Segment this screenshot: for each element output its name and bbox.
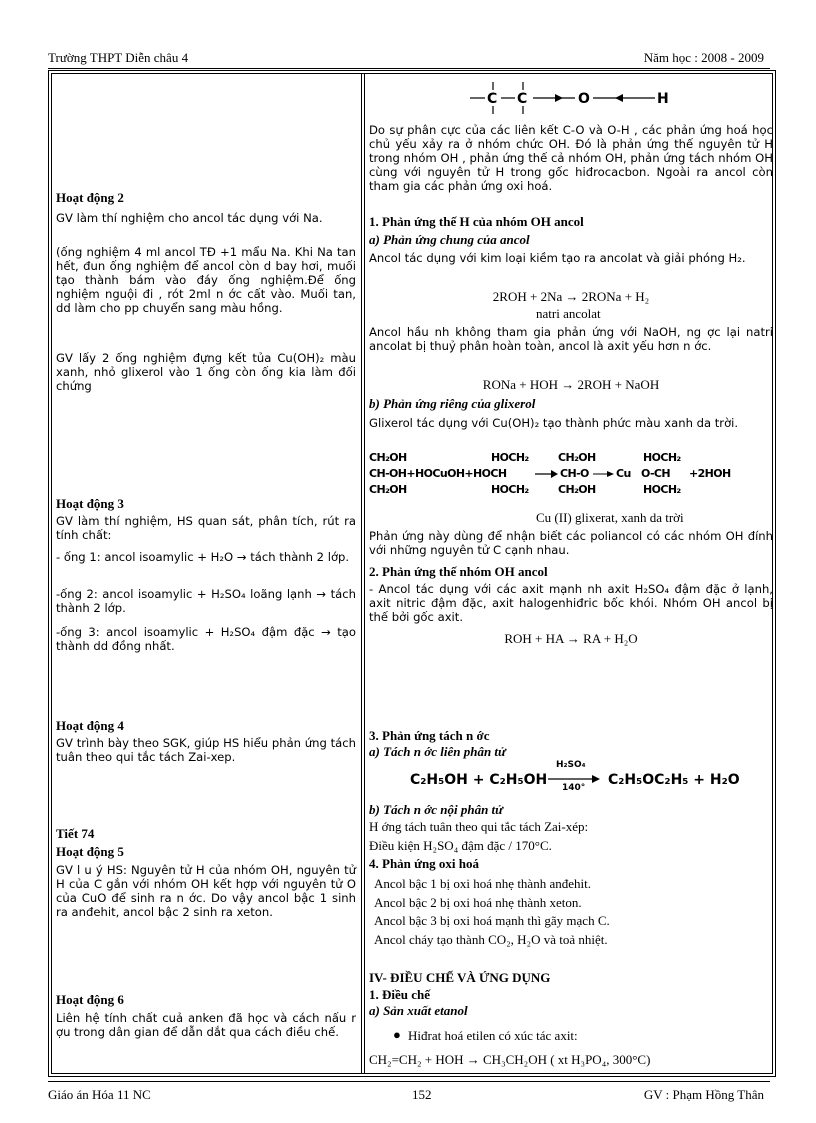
section-iv1a-bullet: Hiđrat hoá etilen có xúc tác axit: [408,1028,578,1043]
glyc-coord-arrow-icon [593,468,615,480]
glycerol-reaction [369,450,773,500]
intro-para: Do sự phân cực của các liên kết C-O và O-H , các phản ứng hoá học chủ yếu xảy ra ở nhóm chức OH. Đó là phản ứng thế nguyên tử H trong nhóm OH , phản ứng thế cả nhóm OH, phản ứng tách nhóm OH cùng với nguyên tử H trong gốc hiđrocacbon. Ngoài ra ancol còn tham gia các phản ứng oxi hoá. [369,123,773,193]
glycerol-product-label: Cu (II) glixerat, xanh da trời [536,510,684,525]
section1b-para: Glixerol tác dụng với Cu(OH)₂ tạo thành phức màu xanh da trời. [369,416,739,430]
section4-item1: Ancol bậc 1 bị oxi hoá nhẹ thành anđehit. [374,876,591,891]
bullet-icon: ● [393,1027,401,1042]
hd6-para1: Liên hệ tính chất cuả anken đã học và cách nấu r ợu trong dân gian để dẫn dắt qua cách điều chế. [56,1011,356,1039]
lesson-number: Tiết 74 [56,826,95,841]
glyc-r2-reactants: CH-OH+HOCuOH+HOCH [369,467,507,480]
glyc-r1-c: CH₂OH [558,451,596,464]
section1b-para2: Phản ứng này dùng để nhận biết các poliancol có các nhóm OH đính với những nguyên tử C cạnh nhau. [369,529,773,557]
bond-polarity-diagram [465,78,685,118]
section2-para: - Ancol tác dụng với các axit mạnh nh axit H₂SO₄ đậm đặc ở lạnh, axit nitric đậm đặc, axit halogenhiđric bốc khói. Nhóm OH ancol bị thế bởi gốc axit. [369,582,773,624]
section4-title: 4. Phản ứng oxi hoá [369,856,480,871]
eq4-reactants: C₂H₅OH + C₂H₅OH [410,772,548,788]
section3b-title: b) Tách n ớc nội phân tử [369,802,503,817]
eq4-products: C₂H₅OC₂H₅ + H₂O [608,772,740,788]
eq4-temperature: 140° [562,783,586,793]
equation-5: CH₂=CH₂ + HOH → CH₃CH₂OH ( xt H₃PO₄, 300°C) [369,1052,651,1067]
header-rule [48,68,770,69]
hd2-para3: GV lấy 2 ống nghiệm đựng kết tủa Cu(OH)₂ màu xanh, nhỏ glixerol vào 1 ống còn ống kia làm đối chứng [56,351,356,393]
footer-teacher: GV : Phạm Hồng Thân [643,1087,764,1102]
bond-c1: C [487,91,498,107]
bond-o: O [578,91,590,107]
section-iv-title: IV- ĐIỀU CHẾ VÀ ỨNG DỤNG [369,970,551,985]
hd3-item1: - ống 1: ancol isoamylic + H₂O → tách thành 2 lớp. [56,550,350,564]
equation-2: RONa + HOH → 2ROH + NaOH [482,377,660,392]
glyc-r2-cho: CH-O [560,467,589,480]
section3-title: 3. Phản ứng tách n ớc [369,728,490,743]
section-iv1-title: 1. Điều chế [369,987,431,1002]
column-divider-inner [364,73,365,1074]
section4-item3: Ancol bậc 3 bị oxi hoá mạnh thì gãy mạch C. [374,913,610,928]
school-year: Năm học : 2008 - 2009 [643,50,764,65]
glyc-r1-b: HOCH₂ [491,451,529,464]
section3b-para2: Điều kiện H₂SO₄ đậm đặc / 170°C. [369,838,552,853]
hd2-para1: GV làm thí nghiệm cho ancol tác dụng với Na. [56,211,323,225]
section2-title: 2. Phản ứng thế nhóm OH ancol [369,564,548,579]
section1-title: 1. Phản ứng thế H của nhóm OH ancol [369,214,584,229]
hd2-title: Hoạt động 2 [56,190,124,205]
hd3-item2: -ống 2: ancol isoamylic + H₂SO₄ loãng lạnh → tách thành 2 lớp. [56,587,356,615]
equation-4 [410,760,750,800]
glyc-r2-cu: Cu [616,467,631,480]
page-header [48,50,764,68]
hd5-title: Hoạt động 5 [56,844,124,859]
equation-3: ROH + HA → RA + H₂O [504,631,638,646]
section3a-title: a) Tách n ớc liên phân tử [369,744,506,759]
page-footer [48,1087,764,1105]
equation-1: 2ROH + 2Na → 2RONa + H₂ [492,289,650,304]
section1b-title: b) Phản ứng riêng của glixerol [369,396,536,411]
hd5-para1: GV l u ý HS: Nguyên tử H của nhóm OH, nguyên tử H của C gắn với nhóm OH kết hợp với nguyên tử O của CuO để sinh ra n ớc. Do vậy ancol bậc 1 sinh ra anđehit, ancol bậc 2 sinh ra xeton. [56,863,356,919]
section-iv1a-title: a) Sản xuất etanol [369,1003,468,1018]
section4-item4: Ancol cháy tạo thành CO₂, H₂O và toả nhiệt. [374,932,608,947]
arrow-to-o-icon [555,94,563,102]
glyc-r2-och: O-CH [641,467,670,480]
bond-c2: C [517,91,528,107]
bond-h: H [657,91,669,107]
glyc-reaction-arrow-icon [535,468,559,480]
hd6-title: Hoạt động 6 [56,992,124,1007]
glyc-r1-d: HOCH₂ [643,451,681,464]
hd4-para1: GV trình bày theo SGK, giúp HS hiểu phản ứng tách tuân theo qui tắc tách Zai-xep. [56,736,356,764]
page-number: 152 [412,1087,432,1102]
school-name: Trường THPT Diễn châu 4 [48,50,189,65]
column-divider [361,73,362,1074]
glyc-r3-b: HOCH₂ [491,483,529,496]
equation-1-label: natri ancolat [536,306,601,321]
hd3-item3: -ống 3: ancol isoamylic + H₂SO₄ đậm đặc → tạo thành dd đồng nhất. [56,625,356,653]
glyc-r3-c: CH₂OH [558,483,596,496]
footer-rule [48,1081,770,1082]
hd3-para1: GV làm thí nghiệm, HS quan sát, phân tích, rút ra tính chất: [56,514,356,542]
hd2-para2: (ống nghiệm 4 ml ancol TĐ +1 mẩu Na. Khi Na tan hết, đun ống nghiệm để ancol còn d bay hơi, muối tạo thành bám vào đáy ống nghiệm.Để ống nghiệm nguội đi , rót 2ml n ớc cất vào. Muối tan, dd làm cho pp chuyển sang màu hồng. [56,245,356,315]
glyc-r2-products: +2HOH [689,467,731,480]
section1a-title: a) Phản ứng chung của ancol [369,232,530,247]
footer-subject: Giáo án Hóa 11 NC [48,1087,151,1102]
arrow-to-o-from-h-icon [615,94,623,102]
glyc-r3-d: HOCH₂ [643,483,681,496]
section4-item2: Ancol bậc 2 bị oxi hoá nhẹ thành xeton. [374,895,582,910]
section1a-para2: Ancol hầu nh không tham gia phản ứng với NaOH, ng ợc lại natri ancolat bị thuỷ phân hoàn toàn, ancol là axit yếu hơn n ớc. [369,325,773,353]
section3b-para1: H ớng tách tuân theo qui tắc tách Zai-xép: [369,819,589,834]
section1a-para: Ancol tác dụng với kim loại kiềm tạo ra ancolat và giải phóng H₂. [369,251,746,265]
glyc-r1-a: CH₂OH [369,451,407,464]
hd3-title: Hoạt động 3 [56,496,124,511]
glyc-r3-a: CH₂OH [369,483,407,496]
eq4-catalyst: H₂SO₄ [556,760,586,770]
hd4-title: Hoạt động 4 [56,718,124,733]
